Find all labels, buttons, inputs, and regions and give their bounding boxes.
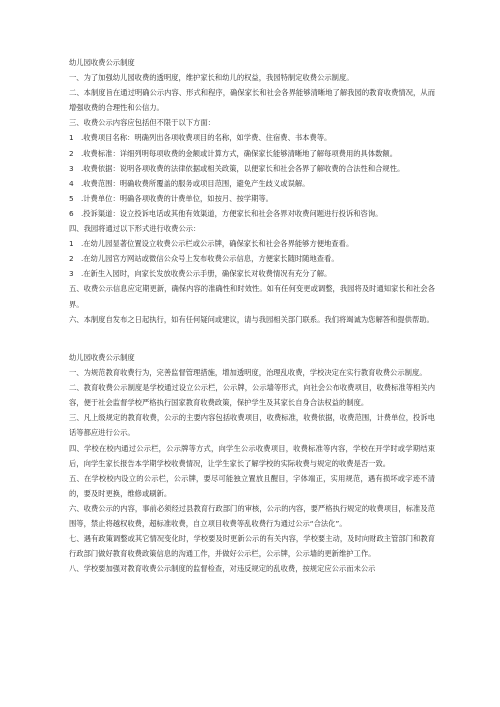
list-item: 2 .收费标准：详细列明每项收费的金额或计算方式，确保家长能够清晰地了解每项费用的具体数额。 xyxy=(69,148,398,158)
section-2-title: 幼儿园收费公示制度 xyxy=(69,353,135,362)
paragraph: 六、收费公示的内容，事前必须经过县教育行政部门的审核，公示的内容，要严格执行规定的收费项目，标准及范围等，禁止将越权收费，超标准收费，自立项目收费等乱收费行为通过公示“合法化”。 xyxy=(69,503,435,529)
list-item: 1 .在幼儿园显著位置设立收费公示栏或公示牌，确保家长和社会各界能够方便地查看。 xyxy=(69,239,354,249)
list-item: 5 .计费单位：明确各项收费的计费单位，如按月、按学期等。 xyxy=(69,193,273,203)
section-2 xyxy=(69,350,435,576)
paragraph: 三、凡上级规定的教育收费，公示的主要内容包括收费项目，收费标准，收费依据，收费范围，计费单位，投诉电话等都应进行公示。 xyxy=(69,413,435,438)
paragraph: 一、为了加强幼儿园收费的透明度，维护家长和幼儿的权益，我园特制定收费公示制度。 xyxy=(69,73,354,83)
paragraph: 三、收费公示内容应包括但不限于以下方面： xyxy=(69,118,215,128)
paragraph: 七、遇有政策调整或其它情况变化时，学校要及时更新公示的有关内容，学校要主动，及时向财政主管部门和教育行政部门做好教育收费政策信息的沟通工作，并做好公示栏，公示牌，公示墙的更新维护工作。 xyxy=(69,534,435,559)
list-item: 4 .收费范围：明确收费所覆盖的服务或项目范围，避免产生歧义或误解。 xyxy=(69,178,310,188)
paragraph: 六、本制度自发布之日起执行，如有任何疑问或建议，请与我园相关部门联系。我们将竭诚为您解答和提供帮助。 xyxy=(69,314,434,324)
list-item: 2 .在幼儿园官方网站或微信公众号上发布收费公示信息，方便家长随时随地查看。 xyxy=(69,254,339,264)
paragraph: 二、本制度旨在通过明确公示内容、形式和程序，确保家长和社会各界能够清晰地了解我园的教育收费情况，从而增强收费的合理性和公信力。 xyxy=(69,88,435,113)
paragraph: 八、学校要加强对教育收费公示制度的监督检查，对违反规定的乱收费，按规定应公示而未公示 xyxy=(69,564,376,574)
paragraph: 五、在学校校内设立的公示栏，公示牌，要尽可能独立置放且醒目，字体端正，实用规范，遇有损坏或字迹不清的，要及时更换，维修或刷新。 xyxy=(69,473,435,498)
paragraph: 二、教育收费公示制度是学校通过设立公示栏，公示牌，公示墙等形式，向社会公布收费项目，收费标准等相关内容，便于社会监督学校严格执行国家教育收费政策，保护学生及其家长自身合法权益的制度。 xyxy=(69,383,435,408)
paragraph: 一、为规范教育收费行为，完善监督管理措施，增加透明度，治理乱收费，学校决定在实行教育收费公示制度。 xyxy=(69,368,427,378)
paragraph: 四、我园将通过以下形式进行收费公示： xyxy=(69,224,201,234)
paragraph: 五、收费公示信息应定期更新，确保内容的准确性和时效性。如有任何变更或调整，我园将及时通知家长和社会各界。 xyxy=(69,284,435,309)
list-item: 3 .收费依据：说明各项收费的法律依据或相关政策，以便家长和社会各界了解收费的合法性和合规性。 xyxy=(69,163,405,173)
list-item: 3 .在新生入园时，向家长发放收费公示手册，确保家长对收费情况有充分了解。 xyxy=(69,269,332,279)
section-1 xyxy=(69,55,435,327)
document-page xyxy=(69,0,435,707)
list-item: 1 .收费项目名称：明确列出各项收费项目的名称，如学费、住宿费、书本费等。 xyxy=(69,133,332,143)
paragraph: 四、学校在校内通过公示栏，公示牌等方式，向学生公示收费项目，收费标准等内容，学校在开学时或学期结束后，向学生家长报告本学期学校收费情况，让学生家长了解学校的实际收费与规定的收费是否一致。 xyxy=(69,443,435,468)
section-1-title: 幼儿园收费公示制度 xyxy=(69,58,135,67)
list-item: 6 .投诉渠道：设立投诉电话或其他有效渠道，方便家长和社会各界对收费问题进行投诉和咨询。 xyxy=(69,208,383,218)
